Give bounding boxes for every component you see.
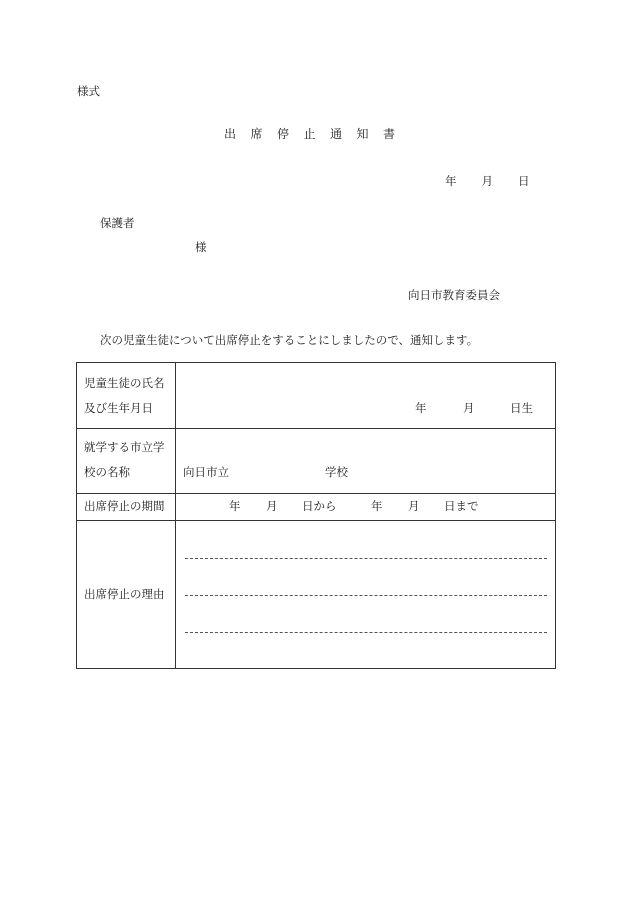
intro-text: 次の児童生徒について出席停止をすることにしましたので、通知します。 [100,333,479,347]
period-to-year: 年 [371,499,383,513]
school-city: 向日市立 [183,465,229,479]
date-day: 日 [518,174,530,188]
date-year: 年 [445,174,457,188]
issuer-name: 向日市教育委員会 [408,288,500,302]
reason-line [185,558,547,559]
table-row-divider [77,493,555,494]
birth-year: 年 [415,401,427,415]
guardian-label: 保護者 [100,216,135,230]
form-label: 様式 [77,84,100,98]
document-title: 出席停止通知書 [224,127,410,141]
issue-date [445,176,530,188]
table-column-divider [175,363,176,668]
reason-line [185,595,547,596]
period-to-month: 月 [408,499,420,513]
reason-line [185,632,547,633]
period-from-month: 月 [266,499,278,513]
student-name-label-line2: 及び生年月日 [84,401,153,415]
period-from-day: 日から [302,499,337,513]
school-suffix: 学校 [325,465,348,479]
period-from-year: 年 [229,499,241,513]
school-label-line2: 校の名称 [84,465,130,479]
reason-label: 出席停止の理由 [84,587,165,601]
period-to-day: 日まで [444,499,479,513]
school-label-line1: 就学する市立学 [84,440,165,454]
student-name-label-line1: 児童生徒の氏名 [84,376,165,390]
birth-day: 日生 [510,401,533,415]
period-label: 出席停止の期間 [84,499,165,513]
notice-table [76,362,556,669]
recipient-honorific: 様 [195,240,207,254]
date-month: 月 [481,174,493,188]
table-row-divider [77,428,555,429]
table-row-divider [77,520,555,521]
birth-month: 月 [463,401,475,415]
